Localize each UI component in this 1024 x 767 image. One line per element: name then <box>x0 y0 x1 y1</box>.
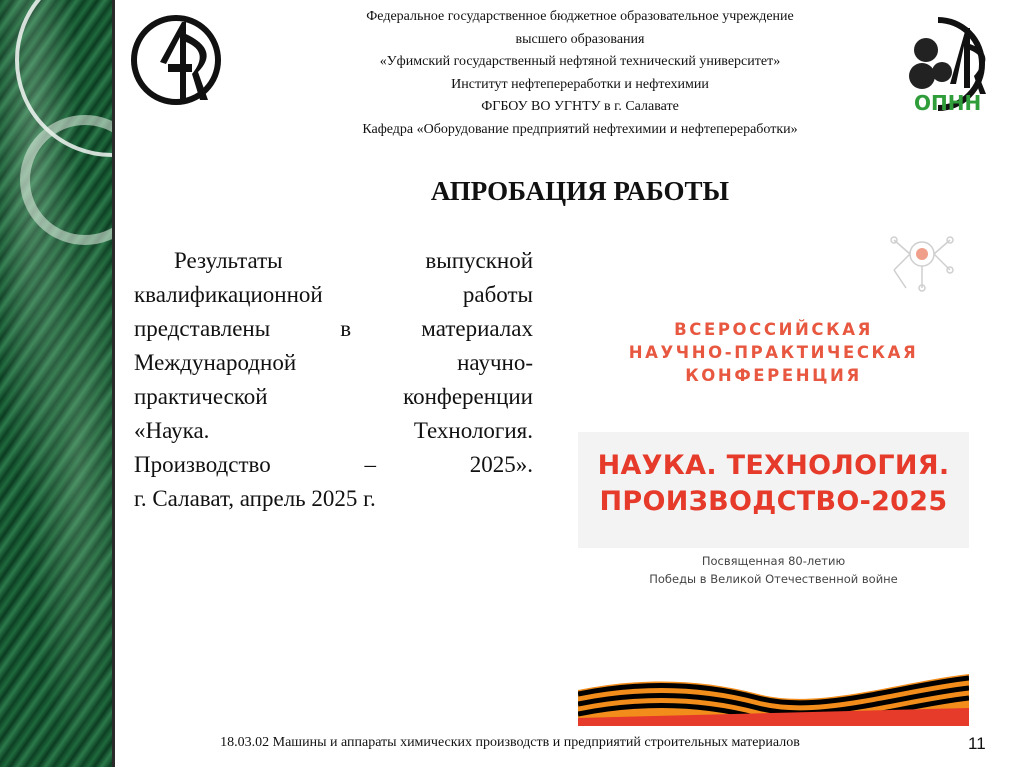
header-line-5: ФГБОУ ВО УГНТУ в г. Салавате <box>481 99 679 114</box>
body-line: Результаты выпускной <box>174 248 533 273</box>
poster-main-line: НАУКА. ТЕХНОЛОГИЯ. <box>597 450 950 481</box>
header-line-2: высшего образования <box>515 31 645 47</box>
institution-header <box>190 6 970 141</box>
header-line-6: Кафедра «Оборудование предприятий нефтехимии и нефтепереработки» <box>362 121 798 137</box>
approbation-paragraph <box>134 244 533 516</box>
poster-conf-line: ВСЕРОССИЙСКАЯ <box>674 320 873 339</box>
body-line: представлены в материалах <box>134 316 533 341</box>
poster-dedication-line: Посвященная 80-летию <box>701 554 846 568</box>
slide-title: АПРОБАЦИЯ РАБОТЫ <box>430 176 730 206</box>
body-line: г. Салават, апрель 2025 г. <box>134 486 376 511</box>
poster-dedication-line: Победы в Великой Отечественной войне <box>649 572 898 586</box>
poster-dedication <box>578 552 969 588</box>
body-line: Международной научно- <box>134 350 533 375</box>
poster-conf-line: КОНФЕРЕНЦИЯ <box>685 366 862 385</box>
conference-poster <box>578 226 969 726</box>
header-line-4: Институт нефтепереработки и нефтехимии <box>451 76 709 92</box>
page-number: 11 <box>968 734 986 753</box>
molecule-icon <box>888 226 968 306</box>
st-george-ribbon <box>578 660 969 726</box>
body-line: Производство – 2025». <box>134 452 533 477</box>
decorative-marble-band <box>0 0 112 767</box>
footer-specialty: 18.03.02 Машины и аппараты химических производств и предприятий строительных материалов <box>220 735 800 750</box>
body-line: «Наука. Технология. <box>134 418 533 443</box>
poster-conf-line: НАУЧНО-ПРАКТИЧЕСКАЯ <box>628 343 919 362</box>
logo-caption: ОПНН <box>914 91 982 115</box>
vertical-divider <box>112 0 115 767</box>
header-line-1: Федеральное государственное бюджетное образовательное учреждение <box>366 9 794 24</box>
department-logo <box>908 14 1008 123</box>
poster-main-title <box>578 448 969 520</box>
poster-main-line: ПРОИЗВОДСТВО-2025 <box>599 486 948 517</box>
decorative-rings <box>0 0 112 767</box>
poster-conference-label <box>578 318 969 387</box>
body-line: практической конференции <box>134 384 533 409</box>
header-line-3: «Уфимский государственный нефтяной технический университет» <box>379 54 781 69</box>
body-line: квалификационной работы <box>134 282 533 307</box>
